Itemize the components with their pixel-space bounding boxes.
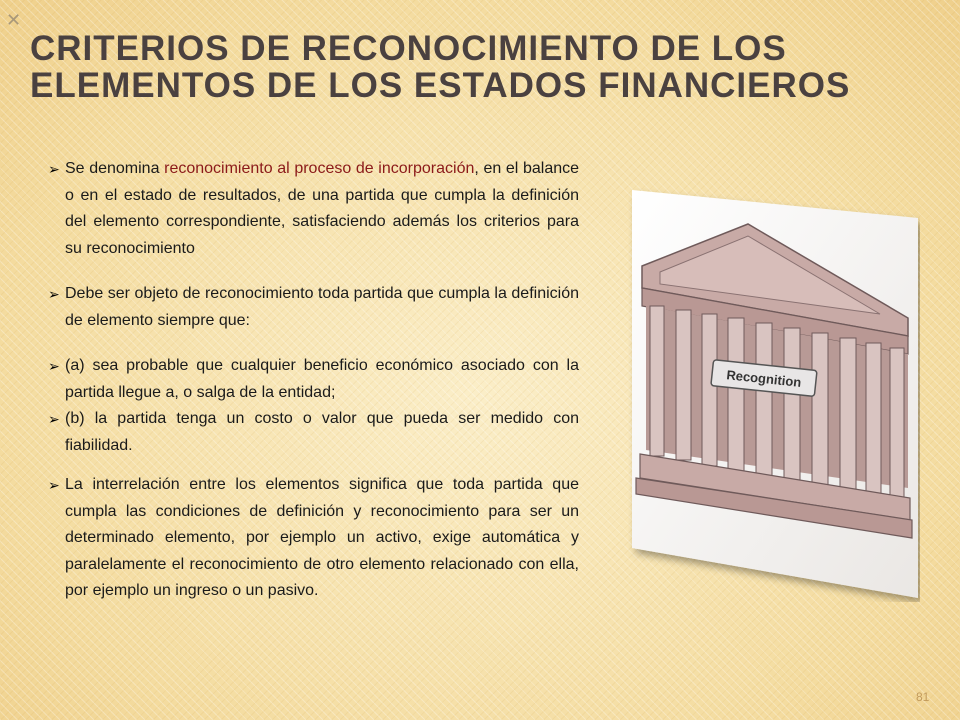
bullet-arrow-icon: ➢ — [48, 161, 60, 177]
bullet-arrow-icon: ➢ — [48, 477, 60, 493]
bullet-arrow-icon: ➢ — [48, 411, 60, 427]
bullet-probable-benefit — [48, 353, 579, 406]
sign-label: Recognition — [725, 367, 803, 390]
corner-decoration: ✕ — [6, 10, 22, 30]
bullet-text-post: , en el balance o en el estado de resultados, de una partida que cumpla la definición del elemento correspondiente, satisfaciendo además los criterios para su reconocimiento — [65, 160, 580, 257]
bullet-list — [48, 156, 579, 605]
slide-title — [30, 30, 930, 104]
title-line-2: ELEMENTOS DE LOS ESTADOS FINANCIEROS — [30, 66, 851, 105]
page-number: 81 — [916, 690, 930, 704]
bullet-reliable-measure — [48, 406, 579, 459]
highlight-text: reconocimiento al proceso de incorporación — [164, 160, 475, 177]
bullet-text: La interrelación entre los elementos significa que toda partida que cumpla las condiciones de definición y reconocimiento para ser un determinado elemento, por ejemplo un activo, exige automática y paralelamente el reconocimiento de otro elemento relacionado con ella, por ejemplo un ingreso o un pasivo. — [65, 476, 579, 599]
title-line-1: CRITERIOS DE RECONOCIMIENTO DE LOS — [30, 29, 787, 68]
bullet-condition — [48, 281, 579, 334]
bullet-definition — [48, 156, 579, 262]
bullet-text: (b) la partida tenga un costo o valor que pueda ser medido con fiabilidad. — [65, 410, 579, 454]
recognition-illustration — [628, 188, 920, 602]
temple-image — [628, 188, 920, 602]
bullet-interrelation — [48, 472, 579, 605]
bullet-arrow-icon: ➢ — [48, 286, 60, 302]
bullet-text: (a) sea probable que cualquier beneficio económico asociado con la partida llegue a, o salga de la entidad; — [65, 357, 579, 401]
bullet-text-pre: Se denomina — [65, 160, 165, 177]
bullet-arrow-icon: ➢ — [48, 358, 60, 374]
bullet-text: Debe ser objeto de reconocimiento toda partida que cumpla la definición de elemento siempre que: — [65, 285, 579, 329]
